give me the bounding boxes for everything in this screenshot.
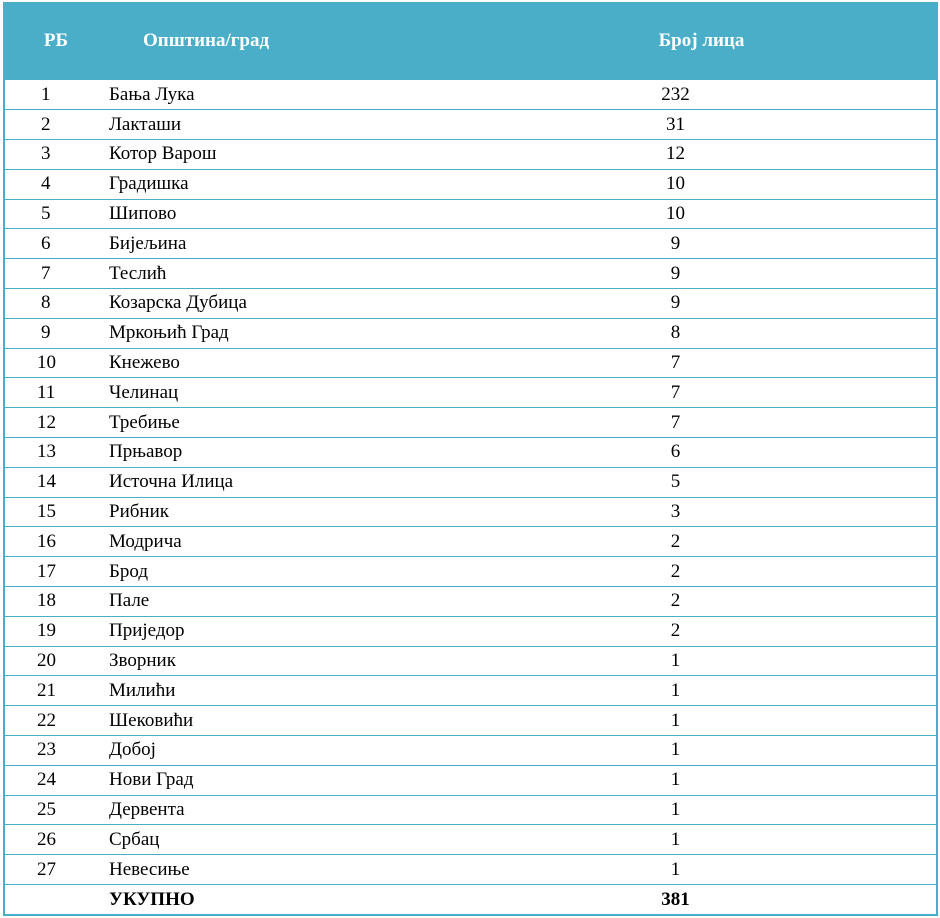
- table-row: [5, 616, 936, 646]
- row-rb: 25: [5, 795, 107, 825]
- row-municipality: Бијељина: [107, 229, 467, 259]
- row-municipality: Шипово: [107, 199, 467, 229]
- row-count: 6: [467, 438, 936, 468]
- total-row: [5, 885, 936, 915]
- row-municipality: Зворник: [107, 646, 467, 676]
- table-row: [5, 706, 936, 736]
- row-rb: 6: [5, 229, 107, 259]
- row-count: 9: [467, 289, 936, 319]
- row-municipality: Теслић: [107, 259, 467, 289]
- row-municipality: Котор Варош: [107, 140, 467, 170]
- row-count: 1: [467, 855, 936, 885]
- row-count: 9: [467, 259, 936, 289]
- row-count: 31: [467, 110, 936, 140]
- row-municipality: Добој: [107, 736, 467, 766]
- row-municipality: Модрича: [107, 527, 467, 557]
- row-rb: 20: [5, 646, 107, 676]
- row-municipality: Прњавор: [107, 438, 467, 468]
- row-municipality: Мркоњић Град: [107, 318, 467, 348]
- table-header: [5, 2, 936, 80]
- row-municipality: Лакташи: [107, 110, 467, 140]
- row-rb: 2: [5, 110, 107, 140]
- row-count: 10: [467, 169, 936, 199]
- row-municipality: Приједор: [107, 616, 467, 646]
- table-row: [5, 289, 936, 319]
- row-rb: 26: [5, 825, 107, 855]
- row-count: 9: [467, 229, 936, 259]
- row-municipality: Кнежево: [107, 348, 467, 378]
- row-rb: 1: [5, 80, 107, 110]
- table-row: [5, 80, 936, 110]
- row-rb: 8: [5, 289, 107, 319]
- table-row: [5, 438, 936, 468]
- table-body: [5, 80, 936, 914]
- total-rb: [5, 885, 107, 915]
- row-rb: 12: [5, 408, 107, 438]
- table-row: [5, 855, 936, 885]
- row-count: 2: [467, 557, 936, 587]
- row-municipality: Источна Илица: [107, 467, 467, 497]
- table-row: [5, 736, 936, 766]
- row-count: 10: [467, 199, 936, 229]
- header-municipality: Општина/град: [143, 30, 270, 51]
- municipality-table: [5, 2, 936, 914]
- row-count: 1: [467, 706, 936, 736]
- row-municipality: Рибник: [107, 497, 467, 527]
- row-rb: 14: [5, 467, 107, 497]
- total-count: 381: [661, 888, 690, 910]
- row-count: 1: [467, 646, 936, 676]
- table-row: [5, 646, 936, 676]
- data-table-container: [3, 2, 938, 916]
- row-rb: 13: [5, 438, 107, 468]
- row-municipality: Градишка: [107, 169, 467, 199]
- table-row: [5, 557, 936, 587]
- table-row: [5, 348, 936, 378]
- row-count: 7: [467, 378, 936, 408]
- total-label: УКУПНО: [109, 888, 195, 910]
- row-rb: 5: [5, 199, 107, 229]
- row-municipality: Козарска Дубица: [107, 289, 467, 319]
- row-rb: 15: [5, 497, 107, 527]
- row-rb: 17: [5, 557, 107, 587]
- row-municipality: Нови Град: [107, 765, 467, 795]
- table-row: [5, 378, 936, 408]
- row-count: 8: [467, 318, 936, 348]
- row-count: 1: [467, 765, 936, 795]
- table-row: [5, 825, 936, 855]
- table-row: [5, 229, 936, 259]
- row-count: 2: [467, 527, 936, 557]
- row-municipality: Брод: [107, 557, 467, 587]
- table-row: [5, 587, 936, 617]
- row-count: 7: [467, 348, 936, 378]
- table-row: [5, 497, 936, 527]
- row-municipality: Србац: [107, 825, 467, 855]
- row-rb: 7: [5, 259, 107, 289]
- table-row: [5, 140, 936, 170]
- row-rb: 23: [5, 736, 107, 766]
- row-rb: 24: [5, 765, 107, 795]
- row-municipality: Милићи: [107, 676, 467, 706]
- row-rb: 16: [5, 527, 107, 557]
- row-count: 1: [467, 676, 936, 706]
- row-count: 12: [467, 140, 936, 170]
- table-row: [5, 408, 936, 438]
- row-count: 232: [467, 80, 936, 110]
- header-count: Број лица: [658, 30, 745, 51]
- row-municipality: Требиње: [107, 408, 467, 438]
- header-rb: РБ: [43, 30, 69, 51]
- row-municipality: Челинац: [107, 378, 467, 408]
- row-rb: 9: [5, 318, 107, 348]
- row-count: 5: [467, 467, 936, 497]
- table-row: [5, 318, 936, 348]
- table-row: [5, 110, 936, 140]
- row-rb: 10: [5, 348, 107, 378]
- header-row: [5, 2, 936, 80]
- row-count: 2: [467, 616, 936, 646]
- row-rb: 18: [5, 587, 107, 617]
- table-row: [5, 259, 936, 289]
- row-count: 7: [467, 408, 936, 438]
- table-row: [5, 169, 936, 199]
- row-municipality: Дервента: [107, 795, 467, 825]
- row-count: 1: [467, 825, 936, 855]
- table-row: [5, 527, 936, 557]
- table-row: [5, 795, 936, 825]
- row-count: 2: [467, 587, 936, 617]
- row-municipality: Шековићи: [107, 706, 467, 736]
- row-municipality: Пале: [107, 587, 467, 617]
- row-count: 3: [467, 497, 936, 527]
- row-municipality: Бања Лука: [107, 80, 467, 110]
- row-rb: 11: [5, 378, 107, 408]
- row-rb: 21: [5, 676, 107, 706]
- row-rb: 19: [5, 616, 107, 646]
- table-row: [5, 765, 936, 795]
- row-municipality: Невесиње: [107, 855, 467, 885]
- row-rb: 22: [5, 706, 107, 736]
- table-row: [5, 199, 936, 229]
- table-row: [5, 467, 936, 497]
- row-count: 1: [467, 795, 936, 825]
- table-row: [5, 676, 936, 706]
- row-rb: 27: [5, 855, 107, 885]
- row-rb: 3: [5, 140, 107, 170]
- row-count: 1: [467, 736, 936, 766]
- row-rb: 4: [5, 169, 107, 199]
